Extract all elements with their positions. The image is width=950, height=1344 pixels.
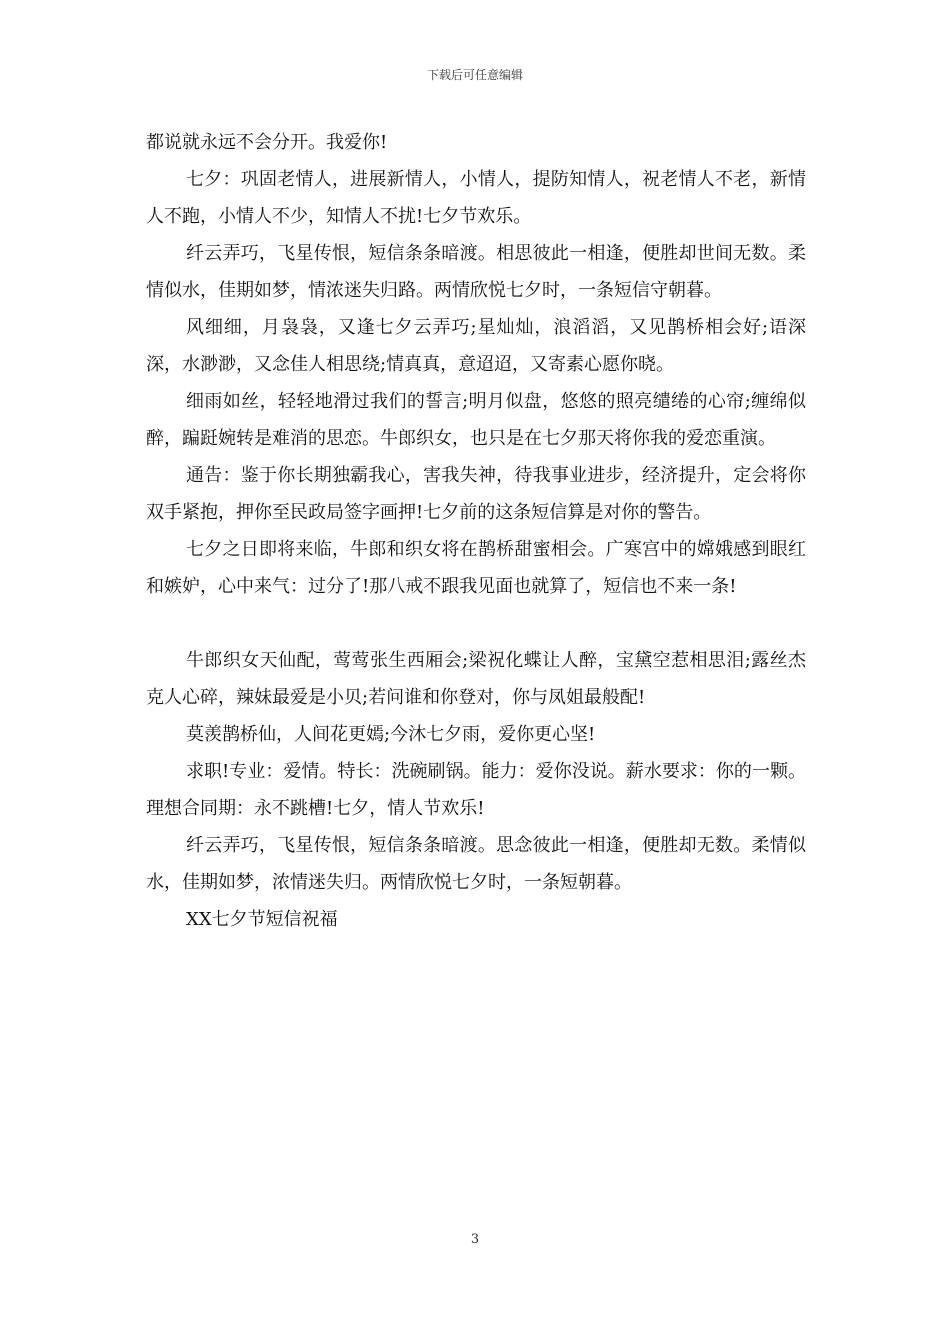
paragraph: 牛郎织女天仙配，莺莺张生西厢会;梁祝化蝶让人醉，宝黛空惹相思泪;露丝杰克人心碎，辣妹最爱是小贝;若问谁和你登对，你与凤姐最般配!	[146, 650, 806, 708]
page-header: 下载后可任意编辑	[426, 68, 523, 82]
paragraph: 七夕之日即将来临，牛郎和织女将在鹊桥甜蜜相会。广寒宫中的嫦娥感到眼红和嫉妒，心中来气：过分了!那八戒不跟我见面也就算了，短信也不来一条!	[146, 539, 806, 597]
blank-line	[146, 605, 806, 642]
paragraph: 通告：鉴于你长期独霸我心，害我失神，待我事业进步，经济提升，定会将你双手紧抱，押你至民政局签字画押!七夕前的这条短信算是对你的警告。	[146, 465, 806, 523]
paragraph: 都说就永远不会分开。我爱你!	[146, 132, 388, 153]
paragraph: 纤云弄巧，飞星传恨，短信条条暗渡。思念彼此一相逢，便胜却无数。柔情似水，佳期如梦，浓情迷失归。两情欣悦七夕时，一条短朝暮。	[146, 835, 806, 893]
paragraph: 求职!专业：爱情。特长：洗碗刷锅。能力：爱你没说。薪水要求：你的一颗。理想合同期：永不跳槽!七夕，情人节欢乐!	[146, 761, 806, 819]
paragraph: 细雨如丝，轻轻地滑过我们的誓言;明月似盘，悠悠的照亮缱绻的心帘;缠绵似醉，蹁跹婉转是难消的思恋。牛郎织女，也只是在七夕那天将你我的爱恋重演。	[146, 391, 806, 449]
paragraph: 莫羡鹊桥仙，人间花更嫣;今沐七夕雨，爱你更心坚!	[186, 724, 596, 745]
paragraph: 纤云弄巧，飞星传恨，短信条条暗渡。相思彼此一相逢，便胜却世间无数。柔情似水，佳期如梦，情浓迷失归路。两情欣悦七夕时，一条短信守朝暮。	[146, 243, 806, 301]
paragraph: 七夕：巩固老情人，进展新情人，小情人，提防知情人，祝老情人不老，新情人不跑，小情人不少，知情人不扰!七夕节欢乐。	[146, 169, 806, 227]
document-body	[146, 124, 806, 938]
paragraph: 风细细，月袅袅，又逢七夕云弄巧;星灿灿，浪滔滔，又见鹊桥相会好;语深深，水渺渺，又念佳人相思绕;情真真，意迢迢，又寄素心愿你晓。	[146, 317, 806, 375]
page-number: 3	[470, 1232, 480, 1247]
paragraph: XX七夕节短信祝福	[186, 909, 338, 930]
